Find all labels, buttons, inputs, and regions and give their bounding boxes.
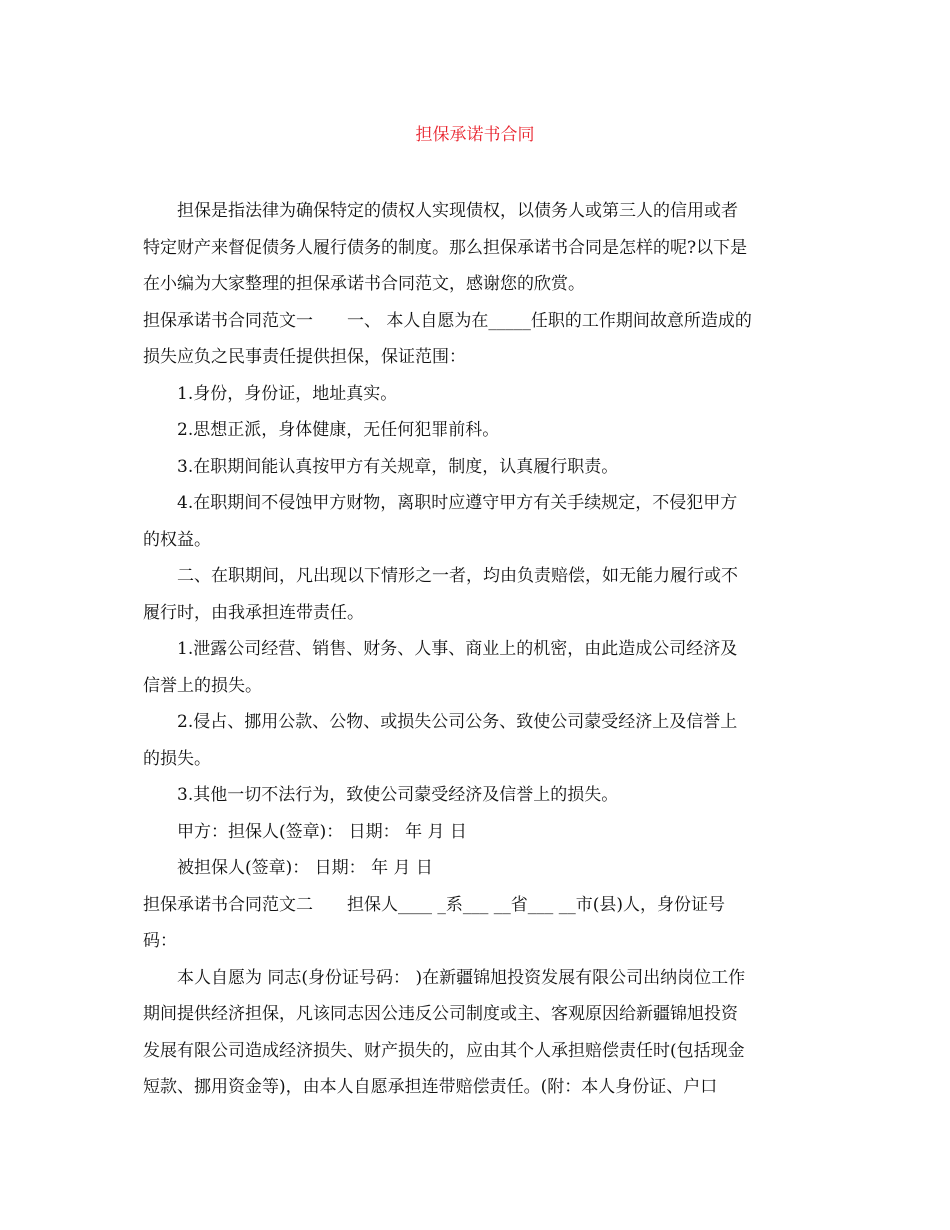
text-line: 3.在职期间能认真按甲方有关规章，制度，认真履行职责。 [177,456,619,477]
text-line: 甲方：担保人(签章)： 日期： 年 月 日 [177,821,467,842]
text-line: 1.泄露公司经营、销售、财务、人事、商业上的机密，由此造成公司经济及 [177,639,738,659]
text-line: 信誉上的损失。 [143,675,262,696]
text-line: 本人自愿为 同志(身份证号码： )在新疆锦旭投资发展有限公司出纳岗位工作 [177,967,746,988]
text-line: 二、在职期间，凡出现以下情形之一者，均由负责赔偿，如无能力履行或不 [177,566,738,586]
text-line: 1.身份，身份证，地址真实。 [177,383,398,404]
text-line: 期间提供经济担保，凡该同志因公违反公司制度或主、客观原因给新疆锦旭投资 [143,1004,738,1024]
text-line: 2.侵占、挪用公款、公物、或损失公司公务、致使公司蒙受经济上及信誉上 [177,712,738,732]
text-line: 在小编为大家整理的担保承诺书合同范文，感谢您的欣赏。 [143,274,585,294]
text-line: 码： [143,931,177,951]
text-line: 短款、挪用资金等)，由本人自愿承担连带赔偿责任。(附：本人身份证、户口 [143,1077,718,1097]
text-line: 担保是指法律为确保特定的债权人实现债权，以债务人或第三人的信用或者 [177,201,738,221]
text-line: 的权益。 [143,529,211,550]
text-line: 损失应负之民事责任提供担保，保证范围： [143,347,466,367]
document-body [143,193,815,1106]
text-line: 4.在职期间不侵蚀甲方财物，离职时应遵守甲方有关手续规定，不侵犯甲方 [177,493,738,513]
text-line: 3.其他一切不法行为，致使公司蒙受经济及信誉上的损失。 [177,785,619,805]
text-line: 担保承诺书合同范文二 担保人____ _系___ __省___ __市(县)人，身份证号 [143,894,725,915]
text-line: 的损失。 [143,748,211,769]
text-line: 担保承诺书合同范文一 一、 本人自愿为在_____任职的工作期间故意所造成的 [143,310,752,331]
text-line: 履行时，由我承担连带责任。 [143,602,364,623]
text-line: 发展有限公司造成经济损失、财产损失的，应由其个人承担赔偿责任时(包括现金 [143,1040,745,1061]
text-line: 2.思想正派，身体健康，无任何犯罪前科。 [177,420,500,440]
text-line: 被担保人(签章)： 日期： 年 月 日 [177,858,433,878]
text-line: 特定财产来督促债务人履行债务的制度。那么担保承诺书合同是怎样的呢?以下是 [143,237,748,258]
document-title: 担保承诺书合同 [415,125,535,145]
